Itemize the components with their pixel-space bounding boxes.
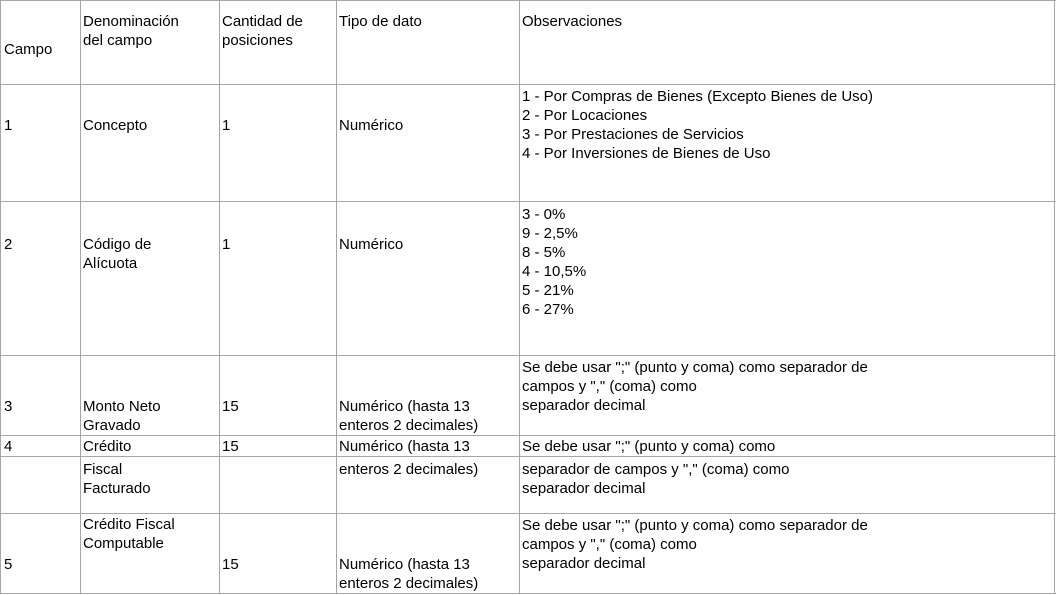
row-2-denominacion: [83, 235, 151, 273]
header-observaciones: [522, 12, 622, 31]
gridline: [0, 593, 1056, 594]
row-1-campo: [4, 116, 12, 135]
gridline: [0, 513, 1056, 514]
cell-text: Numérico: [339, 117, 404, 134]
gridline: [0, 201, 1056, 202]
row-3-observaciones: [522, 358, 868, 415]
header-denominacion: [83, 12, 179, 50]
cell-text: Fiscal: [83, 461, 123, 478]
row-5-campo: [4, 555, 12, 574]
header-tipo: [339, 12, 422, 31]
gridline: [336, 0, 337, 594]
cell-text: separador decimal: [522, 480, 646, 497]
cell-text: 15: [222, 398, 239, 415]
row-2-observaciones: [522, 205, 586, 319]
gridline: [0, 435, 1056, 436]
cell-text: 8 - 5%: [522, 244, 566, 261]
row-1-tipo: [339, 116, 403, 135]
row-4-cantidad: [222, 437, 239, 456]
gridline: [1054, 0, 1055, 594]
row-3-denominacion: [83, 397, 161, 435]
cell-text: Numérico: [339, 236, 404, 253]
gridline: [219, 0, 220, 594]
cell-text: separador de campos y "," (coma) como: [522, 461, 790, 478]
cell-text: 3 - Por Prestaciones de Servicios: [522, 126, 744, 143]
header-campo: [4, 40, 52, 59]
cell-text: Numérico (hasta 13: [339, 556, 470, 573]
row-3-campo: [4, 397, 12, 416]
gridline: [0, 355, 1056, 356]
cell-text: Computable: [83, 535, 164, 552]
row-1-denominacion: [83, 116, 147, 135]
row-5-observaciones: [522, 516, 868, 573]
cell-text: enteros 2 decimales): [339, 575, 479, 592]
row-1-observaciones: [522, 87, 873, 163]
cell-text: 2 - Por Locaciones: [522, 107, 648, 124]
cell-text: 15: [222, 556, 239, 573]
header-tipo-label: Tipo de dato: [339, 13, 422, 30]
header-cantidad: [222, 12, 303, 50]
row-4-denominacion: [83, 437, 131, 456]
row-1-cantidad: [222, 116, 230, 135]
cell-text: Crédito Fiscal: [83, 516, 175, 533]
cell-text: 2: [4, 236, 13, 253]
row-2-cantidad: [222, 235, 230, 254]
row-2-campo: [4, 235, 12, 254]
gridline: [0, 0, 1056, 1]
cell-text: separador decimal: [522, 397, 646, 414]
cell-text: 4 - Por Inversiones de Bienes de Uso: [522, 145, 771, 162]
cell-text: campos y "," (coma) como: [522, 378, 697, 395]
header-campo-label: Campo: [4, 41, 53, 58]
row-2-tipo: [339, 235, 403, 254]
cell-text: 1 - Por Compras de Bienes (Excepto Bienes de Uso): [522, 88, 873, 105]
header-denominacion-line: del campo: [83, 32, 153, 49]
gridline: [0, 0, 1, 594]
cell-text: Código de: [83, 236, 152, 253]
cell-text: Concepto: [83, 117, 148, 134]
row-4-tipo-cont: [339, 460, 478, 479]
cell-text: 3 - 0%: [522, 206, 566, 223]
cell-text: separador decimal: [522, 555, 646, 572]
row-4-campo: [4, 437, 12, 456]
cell-text: Se debe usar ";" (punto y coma) como separador de: [522, 517, 868, 534]
cell-text: Facturado: [83, 480, 151, 497]
row-4-observaciones-cont: [522, 460, 789, 498]
header-denominacion-line: Denominación: [83, 13, 179, 30]
row-5-tipo: [339, 555, 478, 593]
cell-text: Monto Neto: [83, 398, 161, 415]
gridline: [0, 84, 1056, 85]
cell-text: Crédito: [83, 438, 132, 455]
cell-text: 1: [222, 117, 231, 134]
cell-text: 6 - 27%: [522, 301, 574, 318]
cell-text: Gravado: [83, 417, 141, 434]
row-4-observaciones: [522, 437, 775, 456]
row-5-cantidad: [222, 555, 239, 574]
cell-text: 4 - 10,5%: [522, 263, 587, 280]
row-5-denominacion: [83, 515, 175, 553]
cell-text: 1: [4, 117, 13, 134]
gridline: [80, 0, 81, 594]
header-observaciones-label: Observaciones: [522, 13, 623, 30]
cell-text: Numérico (hasta 13: [339, 438, 470, 455]
header-cantidad-line: posiciones: [222, 32, 293, 49]
cell-text: enteros 2 decimales): [339, 417, 479, 434]
row-4-denominacion-cont: [83, 460, 151, 498]
cell-text: enteros 2 decimales): [339, 461, 479, 478]
row-4-tipo: [339, 437, 470, 456]
cell-text: Numérico (hasta 13: [339, 398, 470, 415]
cell-text: Se debe usar ";" (punto y coma) como: [522, 438, 776, 455]
cell-text: 5: [4, 556, 13, 573]
cell-text: 5 - 21%: [522, 282, 574, 299]
cell-text: 1: [222, 236, 231, 253]
cell-text: Se debe usar ";" (punto y coma) como separador de: [522, 359, 868, 376]
gridline: [519, 0, 520, 594]
cell-text: 15: [222, 438, 239, 455]
header-cantidad-line: Cantidad de: [222, 13, 303, 30]
row-3-cantidad: [222, 397, 239, 416]
cell-text: Alícuota: [83, 255, 138, 272]
cell-text: 4: [4, 438, 13, 455]
cell-text: 9 - 2,5%: [522, 225, 578, 242]
gridline: [0, 456, 1056, 457]
cell-text: campos y "," (coma) como: [522, 536, 697, 553]
row-3-tipo: [339, 397, 478, 435]
cell-text: 3: [4, 398, 13, 415]
